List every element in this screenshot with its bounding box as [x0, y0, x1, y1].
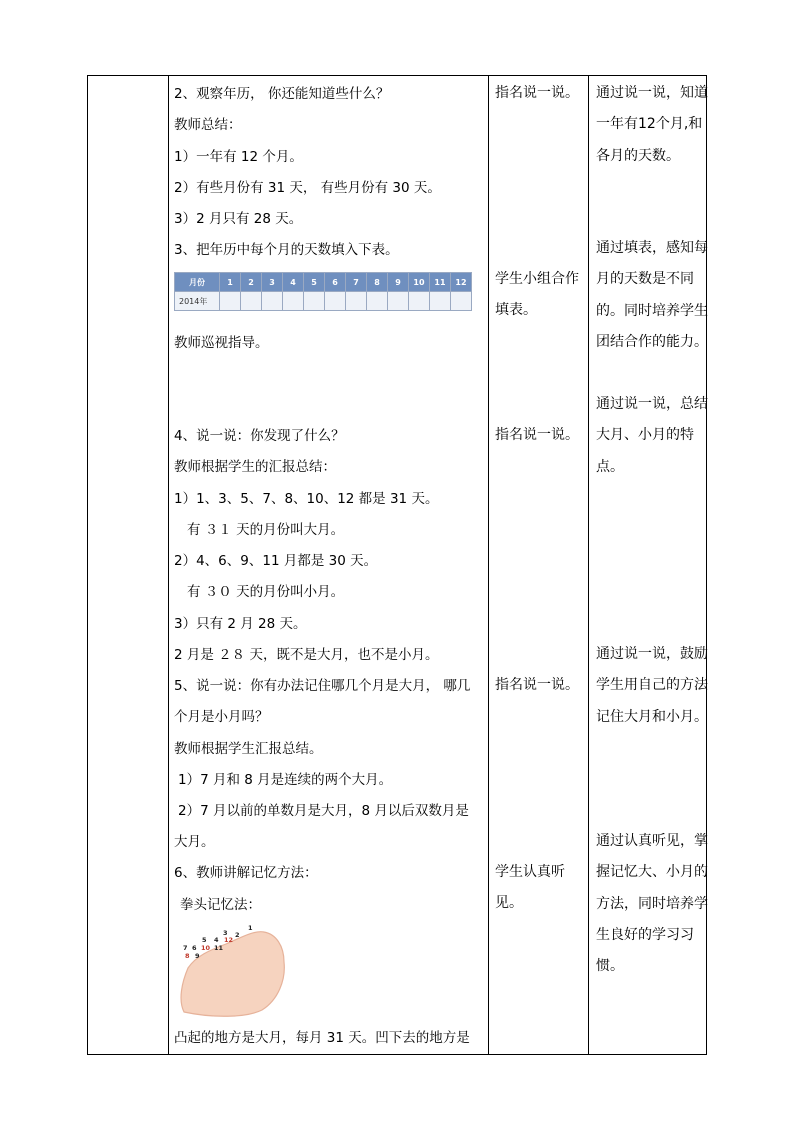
fist-number: 9 — [195, 952, 200, 960]
content-line: 个月是小月吗？ — [174, 709, 269, 725]
days-cell[interactable] — [451, 292, 472, 311]
content-line: 4、说一说：你发现了什么？ — [174, 428, 345, 444]
content-line: 1）1、3、5、7、8、10、12 都是 31 天。 — [174, 491, 439, 507]
content-line: 2）7 月以前的单数月是大月，8 月以后双数月是 — [178, 803, 469, 819]
design-purpose: 通过认真听见，掌握记忆大、小月的方法，同时培养学生良好的学习习惯。 — [596, 833, 708, 975]
content-line: 2 月是 ２８ 天，既不是大月，也不是小月。 — [174, 647, 439, 663]
fist-number: 2 — [235, 931, 240, 939]
fist-number: 5 — [202, 936, 207, 944]
student-activity: 学生认真听见。 — [495, 864, 565, 911]
content-line: 3）只有 2 月 28 天。 — [174, 616, 307, 632]
design-purpose: 通过说一说，总结大月、小月的特点。 — [596, 396, 708, 475]
fist-number: 11 — [214, 944, 224, 952]
fist-number: 6 — [192, 944, 197, 952]
content-line: 3）2 月只有 28 天。 — [174, 211, 303, 227]
month-days-row — [175, 292, 472, 311]
content-line: 2）4、6、9、11 月都是 30 天。 — [174, 553, 378, 569]
fist-number: 7 — [183, 944, 188, 952]
month-header-row — [175, 273, 472, 292]
days-cell[interactable] — [262, 292, 283, 311]
content-line: 教师根据学生汇报总结。 — [174, 741, 323, 757]
content-line: 有 ３１ 天的月份叫大月。 — [187, 522, 345, 538]
days-cell[interactable] — [346, 292, 367, 311]
content-line: 2、观察年历， 你还能知道些什么？ — [174, 86, 390, 102]
content-line: 2）有些月份有 31 天， 有些月份有 30 天。 — [174, 180, 441, 196]
content-line: 1）一年有 12 个月。 — [174, 149, 303, 165]
days-cell[interactable] — [220, 292, 241, 311]
fist-number: 8 — [185, 952, 190, 960]
content-line: 1）7 月和 8 月是连续的两个大月。 — [178, 772, 393, 788]
days-cell[interactable] — [430, 292, 451, 311]
days-cell[interactable] — [304, 292, 325, 311]
month-header-cell: 7 — [346, 273, 367, 292]
student-activity: 指名说一说。 — [495, 677, 579, 693]
month-header-cell: 5 — [304, 273, 325, 292]
month-header-cell: 2 — [241, 273, 262, 292]
month-header-cell: 9 — [388, 273, 409, 292]
table-border-col1 — [168, 75, 169, 1054]
month-header-cell: 6 — [325, 273, 346, 292]
content-line: 拳头记忆法： — [180, 897, 261, 913]
year-label: 2014年 — [175, 292, 220, 311]
days-cell[interactable] — [241, 292, 262, 311]
table-border-left — [87, 75, 88, 1054]
month-header-label: 月份 — [175, 273, 220, 292]
fist-number: 1 — [248, 924, 253, 932]
month-header-cell: 4 — [283, 273, 304, 292]
fist-number: 12 — [224, 936, 234, 944]
design-purpose: 通过说一说，鼓励学生用自己的方法记住大月和小月。 — [596, 646, 708, 725]
fist-memory-illustration — [176, 920, 288, 1020]
student-activity: 指名说一说。 — [495, 427, 579, 443]
days-cell[interactable] — [283, 292, 304, 311]
month-header-cell: 12 — [451, 273, 472, 292]
content-line: 5、说一说：你有办法记住哪几个月是大月， 哪几 — [174, 678, 471, 694]
month-days-table — [174, 272, 472, 311]
month-header-cell: 3 — [262, 273, 283, 292]
content-line: 有 ３０ 天的月份叫小月。 — [187, 584, 345, 600]
days-cell[interactable] — [367, 292, 388, 311]
month-header-cell: 11 — [430, 273, 451, 292]
fist-number: 4 — [214, 936, 219, 944]
table-border-bottom — [87, 1054, 707, 1055]
month-header-cell: 1 — [220, 273, 241, 292]
month-header-cell: 10 — [409, 273, 430, 292]
content-line: 大月。 — [174, 834, 215, 850]
days-cell[interactable] — [325, 292, 346, 311]
days-cell[interactable] — [409, 292, 430, 311]
student-activity: 学生小组合作填表。 — [495, 271, 579, 318]
content-line: 教师巡视指导。 — [174, 335, 269, 351]
days-cell[interactable] — [388, 292, 409, 311]
design-purpose: 通过说一说，知道一年有12个月,和各月的天数。 — [596, 85, 708, 164]
content-line: 教师根据学生的汇报总结： — [174, 459, 336, 475]
content-line: 凸起的地方是大月，每月 31 天。凹下去的地方是 — [174, 1030, 470, 1046]
content-line: 6、教师讲解记忆方法： — [174, 865, 318, 881]
month-header-cell: 8 — [367, 273, 388, 292]
content-line: 教师总结： — [174, 117, 242, 133]
table-border-col2 — [488, 75, 489, 1054]
student-activity: 指名说一说。 — [495, 85, 579, 101]
table-border-top — [87, 75, 707, 76]
content-line: 3、把年历中每个月的天数填入下表。 — [174, 242, 399, 258]
fist-number: 3 — [223, 929, 228, 937]
design-purpose: 通过填表，感知每月的天数是不同的。同时培养学生团结合作的能力。 — [596, 240, 708, 350]
fist-number: 10 — [201, 944, 211, 952]
